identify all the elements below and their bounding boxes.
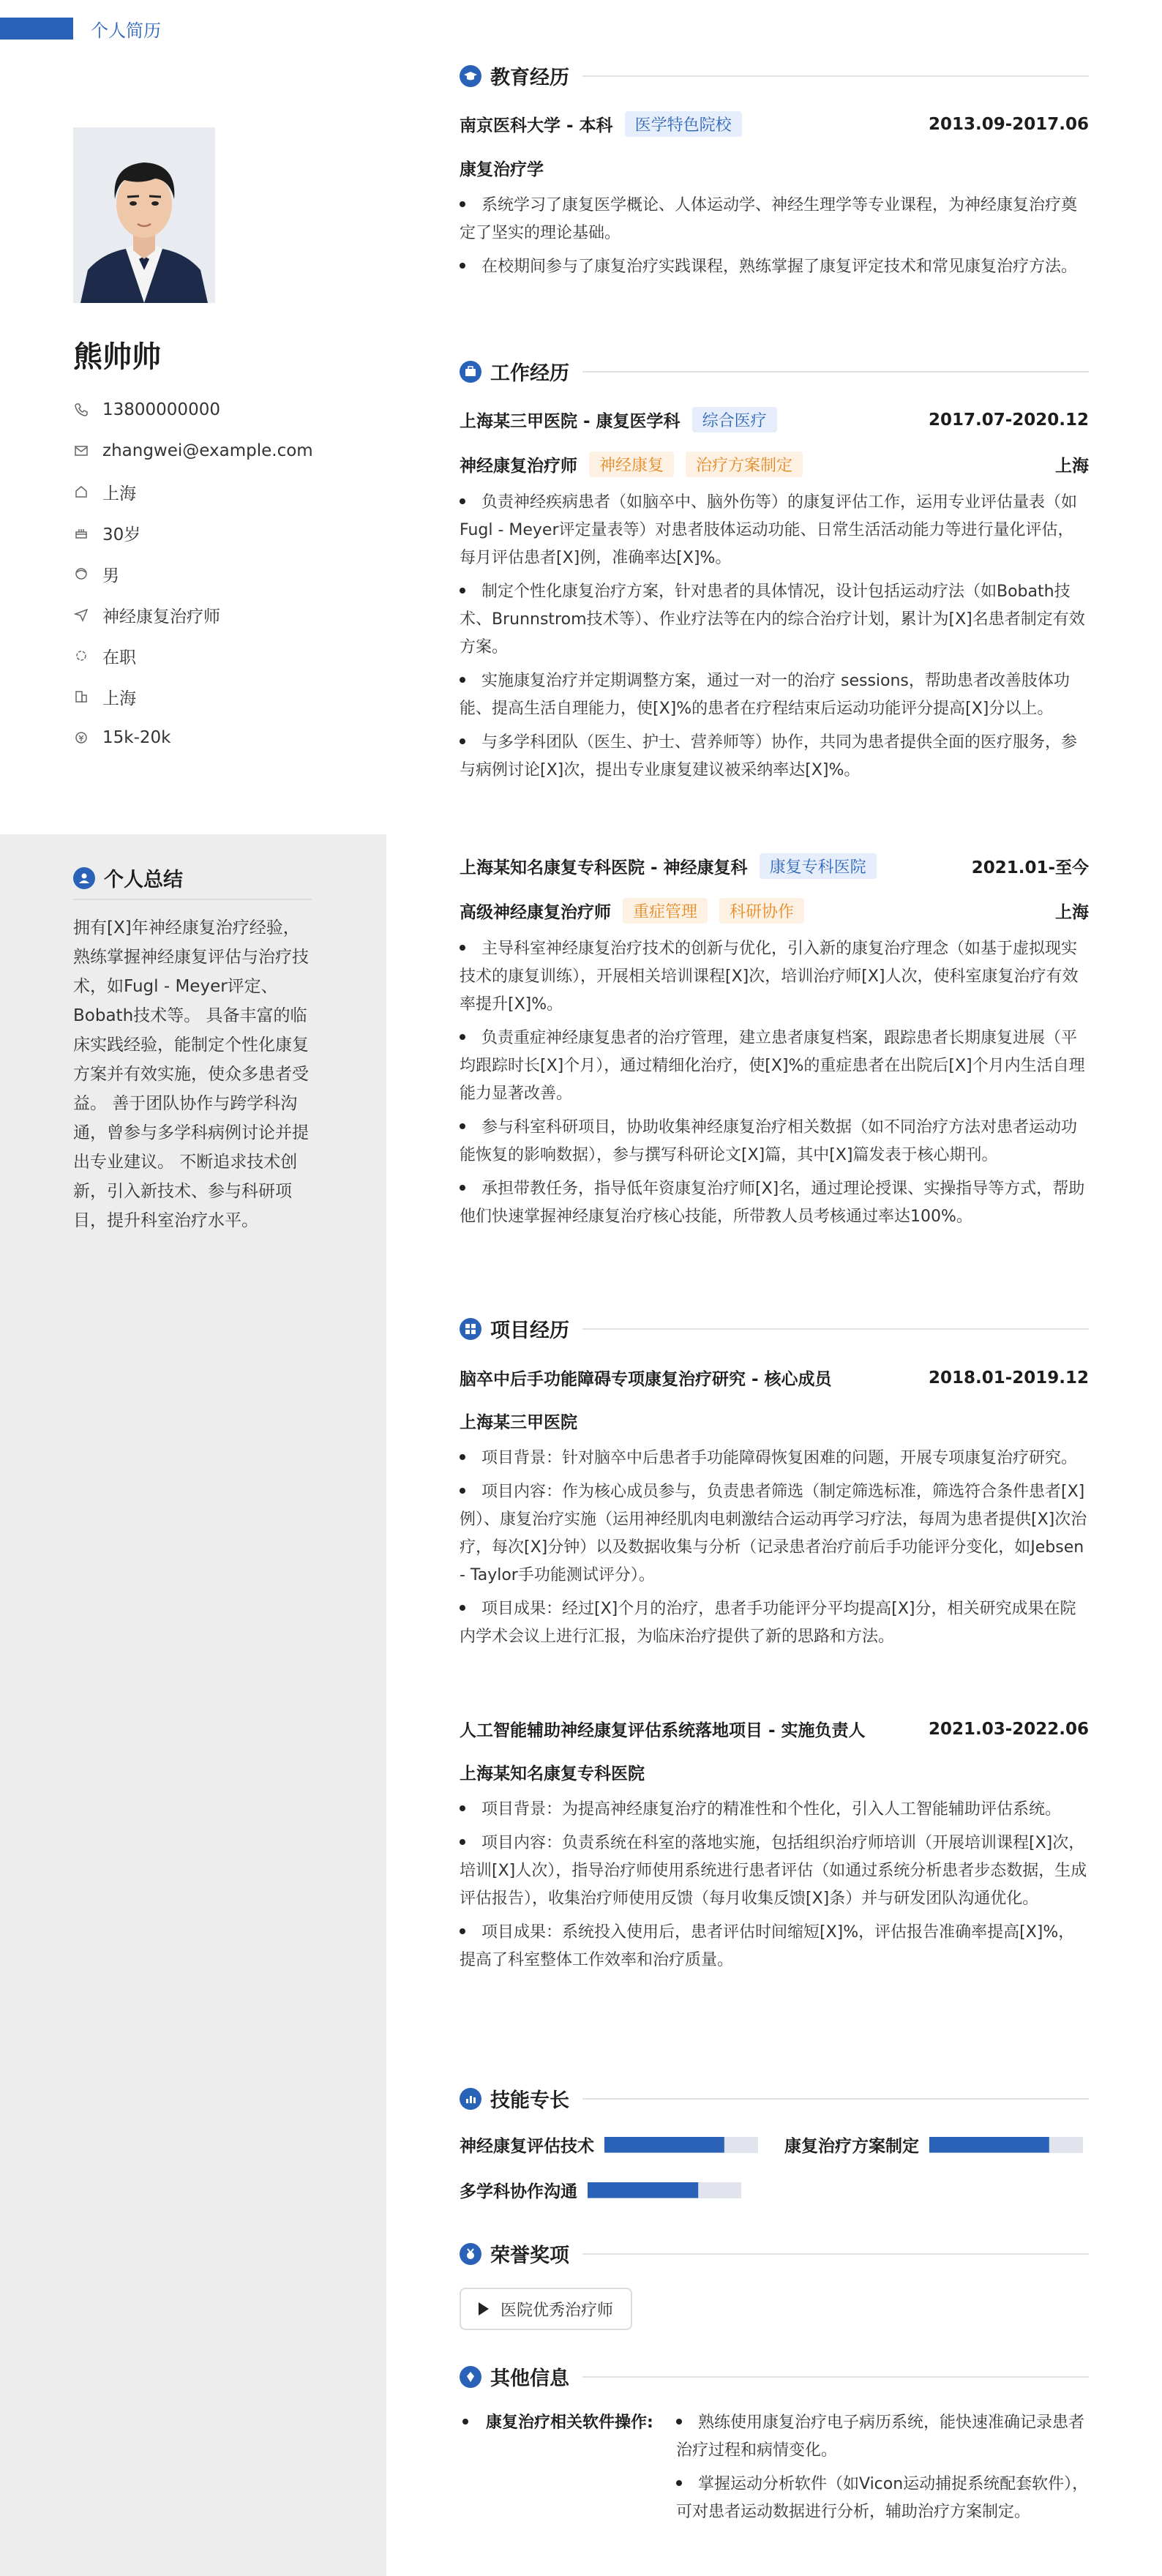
info-email: [73, 430, 313, 471]
role-tag: 重症管理: [623, 898, 708, 924]
skill-name: 康复治疗方案制定: [784, 2137, 919, 2156]
project-entry-1: [460, 1366, 1089, 1657]
education-tag: 医学特色院校: [625, 111, 742, 137]
list-item: 与多学科团队（医生、护士、营养师等）协作，共同为患者提供全面的医疗服务，参与病例讨论[X]次，提出专业康复建议被采纳率达[X]%。: [460, 733, 1078, 779]
medal-icon: [460, 2243, 481, 2265]
briefcase-icon: [460, 361, 481, 383]
work-bullets: [460, 489, 1089, 785]
list-item: 制定个性化康复治疗方案，针对患者的具体情况，设计包括运动疗法（如Bobath技术、Brunnstrom技术等）、作业疗法等在内的综合治疗计划，累计为[X]名患者制定有效方案。: [460, 583, 1085, 656]
info-home: [73, 471, 313, 512]
mail-icon: [73, 443, 89, 459]
contact-info-list: [73, 389, 313, 758]
projects-title: 项目经历: [490, 1319, 569, 1342]
cake-icon: [73, 525, 89, 541]
info-city-text: 上海: [102, 689, 136, 708]
list-item: 负责重症神经康复患者的治疗管理，建立患者康复档案，跟踪患者长期康复进展（平均跟踪时长[X]个月），通过精细化治疗，使[X]%的重症患者在出院后[X]个月内生活自理能力显著改善。: [460, 1029, 1085, 1103]
project-org: 上海某三甲医院: [460, 1413, 577, 1432]
info-home-text: 上海: [102, 484, 136, 503]
grid-icon: [460, 1318, 481, 1340]
phone-icon: [73, 402, 89, 418]
work-date: 2017.07-2020.12: [928, 410, 1089, 430]
project-org: 上海某知名康复专科医院: [460, 1764, 645, 1783]
other-key: 康复治疗相关软件操作:: [460, 2409, 676, 2532]
info-email-text: zhangwei@example.com: [102, 441, 313, 460]
graduation-cap-icon: [460, 65, 481, 87]
user-icon: [73, 867, 95, 889]
project-name: 人工智能辅助神经康复评估系统落地项目 - 实施负责人: [460, 1721, 866, 1740]
info-salary: [73, 717, 313, 758]
work-tag: 综合医疗: [692, 407, 777, 433]
header-accent-bar: [0, 18, 73, 40]
award-item: [460, 2288, 632, 2330]
skill-item: [784, 2133, 1083, 2157]
summary-heading: [73, 864, 183, 892]
project-bullets: [460, 1796, 1089, 1974]
project-bullets: [460, 1445, 1089, 1651]
summary-text: 拥有[X]年神经康复治疗经验，熟练掌握神经康复评估与治疗技术，如Fugl - Meyer评定、Bobath技术等。 具备丰富的临床实践经验，能制定个性化康复方案并有效实施，使众多患者受益。 善于团队协作与跨学科沟通，曾参与多学科病例讨论并提出专业建议。 不断追求技术创新，引入新技术、参与科研项目，提升科室治疗水平。: [73, 918, 309, 1230]
salary-icon: [73, 730, 89, 746]
skill-name: 神经康复评估技术: [460, 2137, 594, 2156]
list-item: 项目成果：经过[X]个月的治疗，患者手功能评分平均提高[X]分，相关研究成果在院内学术会议上进行汇报，为临床治疗提供了新的思路和方法。: [460, 1600, 1076, 1646]
other-title: 其他信息: [490, 2367, 569, 2390]
skill-item: [460, 2133, 758, 2157]
info-position-text: 神经康复治疗师: [102, 607, 220, 626]
resume-header: [0, 18, 161, 40]
list-item: 主导科室神经康复治疗技术的创新与优化，引入新的康复治疗理念（如基于虚拟现实技术的康复训练），开展相关培训课程[X]次，培训治疗师[X]人次，使科室康复治疗有效率提升[X]%。: [460, 940, 1079, 1014]
education-title: 教育经历: [490, 67, 569, 89]
list-item: 熟练使用康复治疗电子病历系统，能快速准确记录患者治疗过程和病情变化。: [676, 2414, 1085, 2460]
skill-name: 多学科协作沟通: [460, 2182, 577, 2201]
projects-divider: [582, 1328, 1089, 1330]
project-entry-2: [460, 1717, 1089, 1980]
skills-divider: [582, 2098, 1089, 2100]
work-org: 上海某知名康复专科医院 - 神经康复科: [460, 858, 748, 877]
other-info: [460, 2409, 1089, 2532]
info-status: [73, 635, 313, 676]
awards-divider: [582, 2253, 1089, 2255]
project-name: 脑卒中后手功能障碍专项康复治疗研究 - 核心成员: [460, 1370, 832, 1389]
work-entry-2: [460, 853, 1089, 1237]
profile-photo: [73, 127, 215, 303]
education-date: 2013.09-2017.06: [928, 114, 1089, 134]
list-item: 实施康复治疗并定期调整方案，通过一对一的治疗 sessions，帮助患者改善肢体功能、提高生活自理能力，使[X]%的患者在疗程结束后运动功能评分提高[X]分以上。: [460, 672, 1070, 718]
work-date: 2021.01-至今: [971, 858, 1089, 877]
skills-heading: [460, 2084, 1089, 2113]
project-date: 2018.01-2019.12: [928, 1368, 1089, 1388]
info-phone: [73, 389, 313, 430]
award-label: 医院优秀治疗师: [501, 2301, 614, 2320]
skill-bar-fill: [604, 2137, 724, 2153]
summary-title: 个人总结: [104, 869, 183, 891]
work-org: 上海某三甲医院 - 康复医学科: [460, 412, 681, 431]
list-item: 项目背景：为提高神经康复治疗的精准性和个性化，引入人工智能辅助评估系统。: [460, 1796, 1089, 1824]
list-item: 项目内容：作为核心成员参与，负责患者筛选（制定筛选标准，筛选符合条件患者[X]例）、康复治疗实施（运用神经肌肉电刺激结合运动再学习疗法，每周为患者提供[X]次治疗，每次[X]分钟）以及数据收集与分析（记录患者治疗前后手功能评分变化，如Jebsen - Taylor手功能测试评分）。: [460, 1483, 1087, 1584]
work-entry-1: [460, 407, 1089, 790]
list-item: 在校期间参与了康复治疗实践课程，熟练掌握了康复评定技术和常见康复治疗方法。: [460, 253, 1089, 281]
info-city: [73, 676, 313, 717]
education-divider: [582, 75, 1089, 77]
education-major: 康复治疗学: [460, 160, 544, 179]
header-label: 个人简历: [91, 20, 161, 41]
info-salary-text: 15k-20k: [102, 728, 171, 747]
list-item: 负责神经疾病患者（如脑卒中、脑外伤等）的康复评估工作，运用专业评估量表（如Fugl - Meyer评定量表等）对患者肢体运动功能、日常生活活动能力等进行量化评估，每月评估患者[X]例，准确率达[X]%。: [460, 493, 1078, 567]
info-age-text: 30岁: [102, 525, 141, 544]
skill-bar: [588, 2182, 741, 2198]
list-item: 掌握运动分析软件（如Vicon运动捕捉系统配套软件），可对患者运动数据进行分析，辅助治疗方案制定。: [676, 2475, 1089, 2521]
list-item: 承担带教任务，指导低年资康复治疗师[X]名，通过理论授课、实操指导等方式，帮助他们快速掌握神经康复治疗核心技能，所带教人员考核通过率达100%。: [460, 1180, 1085, 1226]
education-heading: [460, 61, 1089, 90]
list-item: 项目背景：针对脑卒中后患者手功能障碍恢复困难的问题，开展专项康复治疗研究。: [460, 1445, 1089, 1472]
work-location: 上海: [1055, 457, 1089, 476]
education-bullets: [460, 192, 1089, 281]
profile-name: 熊帅帅: [73, 340, 161, 374]
work-tag: 康复专科医院: [760, 853, 877, 879]
send-icon: [73, 607, 89, 623]
work-role: 神经康复治疗师: [460, 457, 577, 476]
skill-bar-fill: [929, 2137, 1049, 2153]
skill-bar: [604, 2137, 758, 2153]
list-item: 项目内容：负责系统在科室的落地实施，包括组织治疗师培训（开展培训课程[X]次，培训[X]人次），指导治疗师使用系统进行患者评估（如通过系统分析患者步态数据，生成评估报告），收集治疗师使用反馈（每月收集反馈[X]条）并与研发团队沟通优化。: [460, 1834, 1087, 1908]
education-school: 南京医科大学 - 本科: [460, 116, 613, 135]
work-bullets: [460, 935, 1089, 1231]
role-tag: 治疗方案制定: [686, 452, 803, 477]
awards-title: 荣誉奖项: [490, 2244, 569, 2267]
home-icon: [73, 484, 89, 500]
info-icon: [460, 2366, 481, 2388]
info-gender: [73, 553, 313, 594]
work-divider: [582, 371, 1089, 372]
other-heading: [460, 2362, 1089, 2391]
project-date: 2021.03-2022.06: [928, 1719, 1089, 1739]
info-phone-text: 13800000000: [102, 400, 220, 419]
info-age: [73, 512, 313, 553]
awards-heading: [460, 2239, 1089, 2268]
summary-divider: [73, 899, 312, 900]
list-item: 项目成果：系统投入使用后，患者评估时间缩短[X]%，评估报告准确率提高[X]%，提高了科室整体工作效率和治疗质量。: [460, 1923, 1075, 1969]
status-icon: [73, 648, 89, 664]
info-status-text: 在职: [102, 648, 136, 667]
work-heading: [460, 357, 1089, 386]
info-gender-text: 男: [102, 566, 119, 585]
list-item: 参与科室科研项目，协助收集神经康复治疗相关数据（如不同治疗方法对患者运动功能恢复的影响数据），参与撰写科研论文[X]篇，其中[X]篇发表于核心期刊。: [460, 1118, 1078, 1164]
skill-bar-fill: [588, 2182, 698, 2198]
work-location: 上海: [1055, 903, 1089, 922]
skill-bar: [929, 2137, 1083, 2153]
role-tag: 科研协作: [719, 898, 804, 924]
list-item: 系统学习了康复医学概论、人体运动学、神经生理学等专业课程，为神经康复治疗奠定了坚实的理论基础。: [460, 196, 1078, 242]
building-icon: [73, 689, 89, 705]
projects-heading: [460, 1314, 1089, 1343]
other-divider: [582, 2376, 1089, 2378]
avatar: [73, 127, 215, 303]
role-tag: 神经康复: [589, 452, 674, 477]
education-entry: [460, 111, 1089, 287]
play-icon: [479, 2302, 489, 2315]
skills-title: 技能专长: [490, 2089, 569, 2112]
bar-chart-icon: [460, 2088, 481, 2110]
info-position: [73, 594, 313, 635]
work-title: 工作经历: [490, 362, 569, 385]
skill-item: [460, 2178, 741, 2202]
gender-icon: [73, 566, 89, 582]
other-bullets: [676, 2409, 1089, 2532]
work-role: 高级神经康复治疗师: [460, 903, 611, 922]
